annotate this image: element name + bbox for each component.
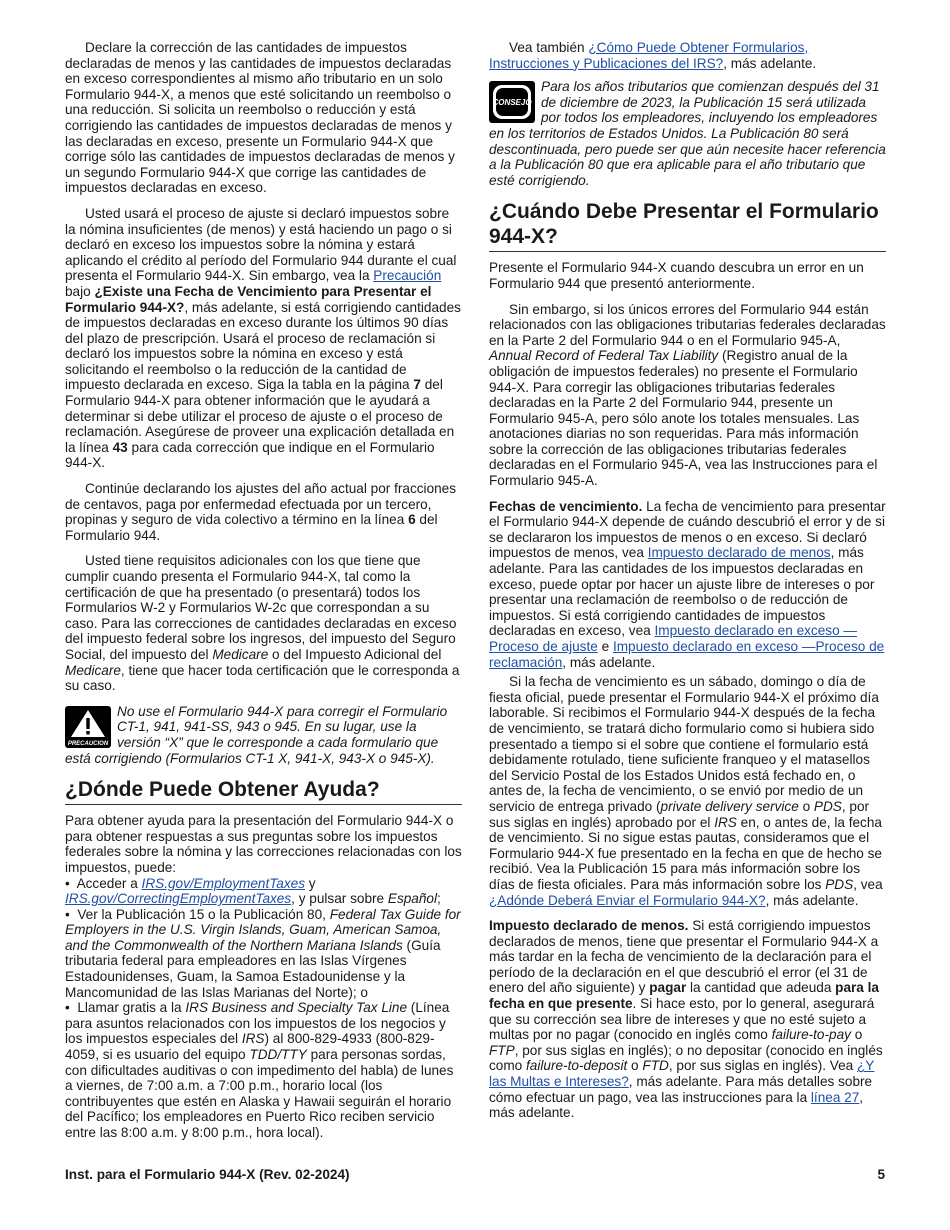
caution-note — [65, 704, 462, 766]
caution-label: PRECAUCION — [67, 740, 109, 747]
multas-intereses-link[interactable]: ¿Y las Multas e Intereses? — [489, 1058, 875, 1090]
tip-icon — [489, 81, 535, 123]
paragraph: Vea también ¿Cómo Puede Obtener Formularios, Instrucciones y Publicaciones del IRS?, más adelante. — [489, 40, 817, 71]
list-item: • Acceder a IRS.gov/EmploymentTaxes y IRS.gov/CorrectingEmploymentTaxes, y pulsar sobre Español; — [65, 875, 441, 907]
paragraph: Fechas de vencimiento. La fecha de vencimiento para presentar el Formulario 944-X depende de cuándo descubrió el error y de si se declararon los impuestos de menos o en exceso. Si declaró impuestos de menos, vea Impuesto declarado de menos, más adelante. Para las cantidades de los impuestos declaradas en exceso, puede optar por hacer un ajuste libre de intereses o por presentar una reclamación de reembolso o de reducción de impuestos. Si está corrigiendo cantidades de impuestos declaradas en exceso, vea Impuesto declarado en exceso —Proceso de ajuste e Impuesto declarado en exceso —Proceso de reclamación, más adelante. — [489, 498, 886, 670]
paragraph: Declare la corrección de las cantidades de impuestos declaradas de menos y las cantidades de impuestos declaradas en exceso correspondientes al mismo año tributario en un solo Formulario 944-X, a menos que esté solicitando un reembolso o una reducción. Si solicita un reembolso o reducción y está corrigiendo las cantidades de impuestos declaradas de menos y las declaradas en exceso, presente un Formulario 944-X que corrige sólo las cantidades de impuestos declaradas de menos y un segundo Formulario 944-X que corrige las cantidades de impuestos declaradas en exceso. — [65, 40, 455, 196]
proceso-de-ajuste-link[interactable]: Impuesto declarado en exceso —Proceso de ajuste — [489, 623, 858, 654]
paragraph: Usted usará el proceso de ajuste si declaró impuestos sobre la nómina insuficientes (de menos) y está haciendo un pago o si declaró en exceso los impuestos sobre la nómina y estará aplicando el crédito al período del Formulario 944 durante el cual presenta el Formulario 944-X. Sin embargo, vea la Precaución bajo ¿Existe una Fecha de Vencimiento para Presentar el Formulario 944-X?, más adelante, si está corrigiendo cantidades de impuestos declaradas en exceso durante los últimos 90 días del plazo de prescripción. Usará el proceso de reclamación si declaró los impuestos sobre la nómina en exceso y está solicitando el reembolso o la reducción de la cantidad de impuesto declarada en exceso. Siga la tabla en la página 7 del Formulario 944-X para obtener información que le ayudará a determinar si debe utilizar el proceso de ajuste o el proceso de reclamación. Asegúrese de proveer una explicación detallada en la línea 43 para cada corrección que indique en el Formulario 944-X. — [65, 205, 461, 471]
adonde-enviar-link[interactable]: ¿Adónde Deberá Enviar el Formulario 944-X? — [489, 892, 766, 908]
irs-employment-taxes-link[interactable]: IRS.gov/EmploymentTaxes — [141, 875, 305, 891]
proceso-de-reclamacion-link[interactable]: Impuesto declarado en exceso —Proceso de reclamación — [489, 639, 885, 670]
section-heading-help: ¿Dónde Puede Obtener Ayuda? — [65, 777, 462, 805]
section-heading-when: ¿Cuándo Debe Presentar el Formulario 944-X? — [489, 199, 886, 252]
paragraph: Usted tiene requisitos adicionales con los que tiene que cumplir cuando presenta el Formulario 944-X, tal como la certificación de que ha presentado (o presentará) todos los Formularios W-2 y Formularios W-2c que correspondan a su caso. Para las correcciones de cantidades declaradas en exceso del impuesto federal sobre los ingresos, del impuesto del Seguro Social, del impuesto del Medicare o del Impuesto Adicional del Medicare, tiene que hacer toda certificación que le corresponda a su caso. — [65, 553, 460, 694]
page-footer — [65, 1167, 885, 1182]
tip-note — [489, 79, 886, 188]
page-number: 5 — [877, 1167, 885, 1182]
paragraph: Sin embargo, si los únicos errores del Formulario 944 están relacionados con las obligaciones tributarias federales declaradas en la Parte 2 del Formulario 944 o en el Formulario 945-A, Annual Record of Federal Tax Liability (Registro anual de la obligación de impuestos federales) no presente el Formulario 944-X. Para corregir las obligaciones tributarias federales declaradas en la Parte 2 del Formulario 944, presente un Formulario 945-A, pero sólo anote los totales mensuales. Las anotaciones diarias no son requeridas. Para más información sobre la corrección de las obligaciones tributarias federales declaradas en el Formulario 945-A, vea las Instrucciones para el Formulario 945-A. — [489, 301, 886, 489]
impuesto-declarado-de-menos-link[interactable]: Impuesto declarado de menos — [647, 545, 831, 561]
tip-text: Para los años tributarios que comienzan después del 31 de diciembre de 2023, la Publicación 15 será utilizada por todos los empleadores, incluyendo los empleadores en los territorios de Estados Unidos. La Publicación 80 será descontinuada, pero puede ser que aún necesite hacer referencia a la Publicación 80 que era aplicable para el año tributario que esté corrigiendo. — [489, 79, 886, 188]
list-item: • Ver la Publicación 15 o la Publicación 80, Federal Tax Guide for Employers in the U.S. Virgin Islands, Guam, American Samoa, and the Commonwealth of the Northern Mariana Islands (Guía tributaria federal para empleadores en las Islas Vírgenes Estadounidenses, Guam, la Samoa Estadounidense y la Mancomunidad de las Islas Marianas del Norte); o — [65, 906, 461, 1000]
forms-publications-link[interactable]: ¿Cómo Puede Obtener Formularios, Instrucciones y Publicaciones del IRS? — [489, 40, 809, 71]
precaucion-link[interactable]: Precaución — [373, 268, 442, 284]
caution-icon — [65, 706, 111, 748]
irs-correcting-employment-taxes-link[interactable]: IRS.gov/CorrectingEmploymentTaxes — [65, 891, 292, 907]
help-intro: Para obtener ayuda para la presentación del Formulario 944-X o para obtener respuestas a sus preguntas sobre los impuestos federales sobre la nómina y las correcciones relacionadas con los impuestos, puede: — [65, 813, 462, 875]
linea-27-link[interactable]: línea 27 — [810, 1089, 860, 1105]
left-column — [65, 40, 462, 1141]
tip-label: CONSEJO — [492, 98, 532, 108]
paragraph: Si la fecha de vencimiento es un sábado, domingo o día de fiesta oficial, puede presentar el Formulario 944-X el próximo día laborable. Si recibimos el Formulario 944-X después de la fecha de vencimiento, se tratará dicho formulario como si hubiera sido presentado a tiempo si el sobre que contiene el formulario está debidamente rotulado, tiene suficiente franqueo y el matasellos del Servicio Postal de los Estados Unidos está fechado en, o antes de, la fecha de vencimiento, o se envió por medio de un servicio de entrega privado (private delivery service o PDS, por sus siglas en inglés) aprobado por el IRS en, o antes de, la fecha de vencimiento. Si no sigue estas pautas, consideramos que el Formulario 944-X fue presentado en la fecha en que de hecho se recibió. Vea la Publicación 15 para más información sobre los días de fiesta oficiales. Para más información sobre los PDS, vea ¿Adónde Deberá Enviar el Formulario 944-X?, más adelante. — [489, 674, 883, 908]
footer-title: Inst. para el Formulario 944-X (Rev. 02-2024) — [65, 1167, 350, 1182]
paragraph: Impuesto declarado de menos. Si está corrigiendo impuestos declarados de menos, tiene que presentar el Formulario 944-X a más tardar en la fecha de vencimiento de la declaración para el período de la declaración en el que descubrió el error (el 31 de enero del año siguiente) y pagar la cantidad que adeuda para la fecha en que presente. Si hace esto, por lo general, asegurará que su corrección sea libre de intereses y que no esté sujeto a multas por no pagar (conocido en inglés como failure-to-pay o FTP, por sus siglas en inglés); o no depositar (conocido en inglés como failure-to-deposit o FTD, por sus siglas en inglés). Vea ¿Y las Multas e Intereses?, más adelante. Para más detalles sobre cómo efectuar un pago, vea las instrucciones para la línea 27, más adelante. — [489, 918, 883, 1121]
caution-text: No use el Formulario 944-X para corregir el Formulario CT-1, 941, 941-SS, 943 o 945. En su lugar, use la versión “X” que le corresponde a cada formulario que está corrigiendo (Formularios CT-1 X, 941-X, 943-X o 945-X). — [65, 703, 448, 766]
paragraph: Continúe declarando los ajustes del año actual por fracciones de centavos, paga por enfermedad efectuada por un tercero, propinas y seguro de vida colectivo a término en la línea 6 del Formulario 944. — [65, 481, 457, 543]
paragraph: Presente el Formulario 944-X cuando descubra un error en un Formulario 944 que presentó anteriormente. — [489, 260, 864, 291]
right-column — [489, 40, 886, 1131]
list-item: • Llamar gratis a la IRS Business and Specialty Tax Line (Línea para asuntos relacionados con los impuestos de los negocios y los impuestos especiales del IRS) al 800-829-4933 (800-829-4059, si es usuario del equipo TDD/TTY para personas sordas, con dificultades auditivas o con impedimento del habla) de lunes a viernes, de 7:00 a.m. a 7:00 p.m., horario local (los contribuyentes que estén en Alaska y Hawaii seguirán el horario del Pacífico; los empleadores en Puerto Rico reciben servicio entre las 8:00 a.m. y 8:00 p.m., hora local). — [65, 1000, 454, 1140]
